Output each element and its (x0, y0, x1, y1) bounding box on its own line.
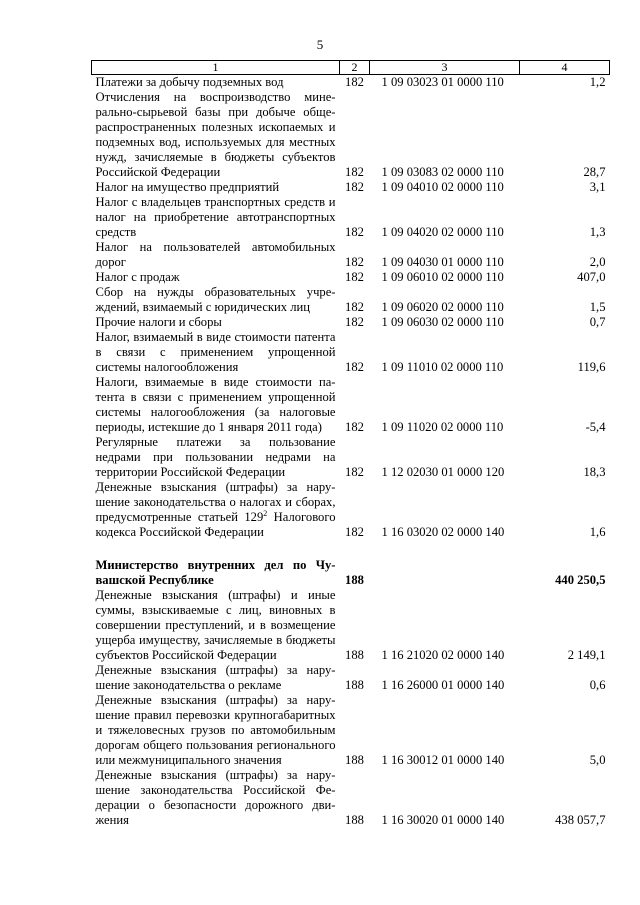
row-value: 0,6 (589, 678, 606, 692)
row-admin-code: 182 (345, 75, 364, 89)
row-admin-code: 182 (345, 180, 364, 194)
row-value: -5,4 (585, 420, 606, 434)
table-row (92, 435, 610, 480)
table-row (92, 330, 610, 375)
row-admin-code: 188 (345, 678, 364, 692)
row-value: 18,3 (583, 465, 606, 479)
row-budget-code: 1 09 03023 01 0000 110 (381, 75, 504, 89)
row-name: Налог, взимаемый в виде стоимости патента в связи с применением упрощенной системы налогообложения (95, 330, 336, 374)
row-admin-code: 182 (345, 165, 364, 179)
row-value: 2 149,1 (567, 648, 606, 662)
row-name: Налог с владельцев транспортных средств и налог на приобретение автотранспортных средств (95, 195, 336, 239)
table-row (92, 693, 610, 768)
row-name: Налоги, взимаемые в виде стоимости патента в связи с применением упрощенной системы налогообложения (за налоговые периоды, истекшие до 1 января 2011 года) (95, 375, 336, 434)
row-admin-code: 182 (345, 420, 364, 434)
row-value: 438 057,7 (555, 813, 606, 827)
row-value: 0,7 (589, 315, 606, 329)
column-header-2: 2 (340, 61, 370, 75)
row-budget-code: 1 09 06010 02 0000 110 (381, 270, 504, 284)
table-row (92, 195, 610, 240)
row-budget-code: 1 16 30012 01 0000 140 (381, 753, 505, 767)
row-value: 407,0 (577, 270, 606, 284)
row-budget-code: 1 09 04030 01 0000 110 (381, 255, 504, 269)
section-admin-code: 188 (345, 573, 364, 587)
row-budget-code: 1 16 26000 01 0000 140 (381, 678, 505, 692)
row-name: Платежи за добычу подземных вод (95, 75, 284, 89)
row-value: 1,2 (589, 75, 606, 89)
row-admin-code: 182 (345, 255, 364, 269)
row-budget-code: 1 09 04020 02 0000 110 (381, 225, 504, 239)
row-admin-code: 188 (345, 648, 364, 662)
table-row (92, 375, 610, 435)
row-value: 28,7 (583, 165, 606, 179)
table-row (92, 480, 610, 540)
row-budget-code: 1 16 30020 01 0000 140 (381, 813, 505, 827)
row-admin-code: 182 (345, 315, 364, 329)
table-spacer-row (92, 540, 610, 558)
row-budget-code: 1 09 06030 02 0000 110 (381, 315, 504, 329)
row-admin-code: 182 (345, 360, 364, 374)
article-superscript: 2 (263, 509, 268, 518)
row-name: Сбор на нужды образовательных учреждений, взимаемый с юридических лиц (95, 285, 336, 314)
row-name: Денежные взыскания (штрафы) за нарушение законодательства о рекламе (95, 663, 336, 692)
row-value: 5,0 (589, 753, 606, 767)
table-row (92, 663, 610, 693)
section-name: Министерство внутренних дел по Чувашской Республике (95, 558, 336, 587)
row-name: Денежные взыскания (штрафы) за нарушение правил перевозки крупногабаритных и тяжеловесных грузов по автомобильным дорогам общего пользования регионального или межмуниципального значения (95, 693, 336, 767)
revenue-table (91, 60, 610, 828)
row-admin-code: 182 (345, 465, 364, 479)
section-total: 440 250,5 (555, 573, 606, 587)
row-value: 2,0 (589, 255, 606, 269)
row-admin-code: 188 (345, 813, 364, 827)
row-name-part: Налогового кодекса Российской Федерации (95, 510, 336, 539)
table-row (92, 270, 610, 285)
column-header-3: 3 (370, 61, 520, 75)
row-name: Денежные взыскания (штрафы) и иные суммы, взыскиваемые с лиц, виновных в совершении преступлений, и в возмещение ущерба имуществу, зачисляемые в бюджеты субъектов Российской Федерации (95, 588, 336, 662)
row-budget-code: 1 09 04010 02 0000 110 (381, 180, 504, 194)
row-name: Отчисления на воспроизводство минерально-сырьевой базы при добыче общераспространенных полезных ископаемых и подземных вод, используемых для местных нужд, зачисляемые в бюджеты субъектов Российской Федерации (95, 90, 336, 179)
row-budget-code: 1 16 21020 02 0000 140 (381, 648, 505, 662)
table-row (92, 180, 610, 195)
row-name: Налог с продаж (95, 270, 180, 284)
row-admin-code: 182 (345, 525, 364, 539)
table-header (92, 61, 610, 75)
row-name-part: Денежные взыскания (штрафы) за нарушение законодательства о налогах и сборах, предусмотренные статьей 129 (95, 480, 336, 524)
row-name: Налог на имущество предприятий (95, 180, 280, 194)
row-name: Налог на пользователей автомобильных дорог (95, 240, 336, 269)
table-row (92, 240, 610, 270)
table-row (92, 588, 610, 663)
row-admin-code: 188 (345, 753, 364, 767)
row-name: Прочие налоги и сборы (95, 315, 222, 329)
row-budget-code: 1 09 11010 02 0000 110 (381, 360, 504, 374)
row-budget-code: 1 09 03083 02 0000 110 (381, 165, 504, 179)
table-row (92, 315, 610, 330)
row-value: 119,6 (577, 360, 606, 374)
row-admin-code: 182 (345, 225, 364, 239)
column-header-1: 1 (92, 61, 340, 75)
table-row (92, 90, 610, 180)
section-budget-code (370, 558, 520, 588)
row-name (92, 480, 340, 540)
page-number: 5 (316, 37, 324, 52)
row-admin-code: 182 (345, 300, 364, 314)
table-row (92, 75, 610, 91)
table-row (92, 768, 610, 828)
row-name: Денежные взыскания (штрафы) за нарушение законодательства Российской Федерации о безопасности дорожного движения (95, 768, 336, 827)
row-value: 1,5 (589, 300, 606, 314)
row-budget-code: 1 12 02030 01 0000 120 (381, 465, 505, 479)
row-value: 1,3 (589, 225, 606, 239)
table-section-row (92, 558, 610, 588)
row-name: Регулярные платежи за пользование недрами при пользовании недрами на территории Российской Федерации (95, 435, 336, 479)
row-budget-code: 1 09 11020 02 0000 110 (381, 420, 504, 434)
column-header-4: 4 (520, 61, 610, 75)
row-value: 3,1 (589, 180, 606, 194)
row-budget-code: 1 16 03020 02 0000 140 (381, 525, 505, 539)
row-budget-code: 1 09 06020 02 0000 110 (381, 300, 504, 314)
row-admin-code: 182 (345, 270, 364, 284)
row-value: 1,6 (589, 525, 606, 539)
table-row (92, 285, 610, 315)
